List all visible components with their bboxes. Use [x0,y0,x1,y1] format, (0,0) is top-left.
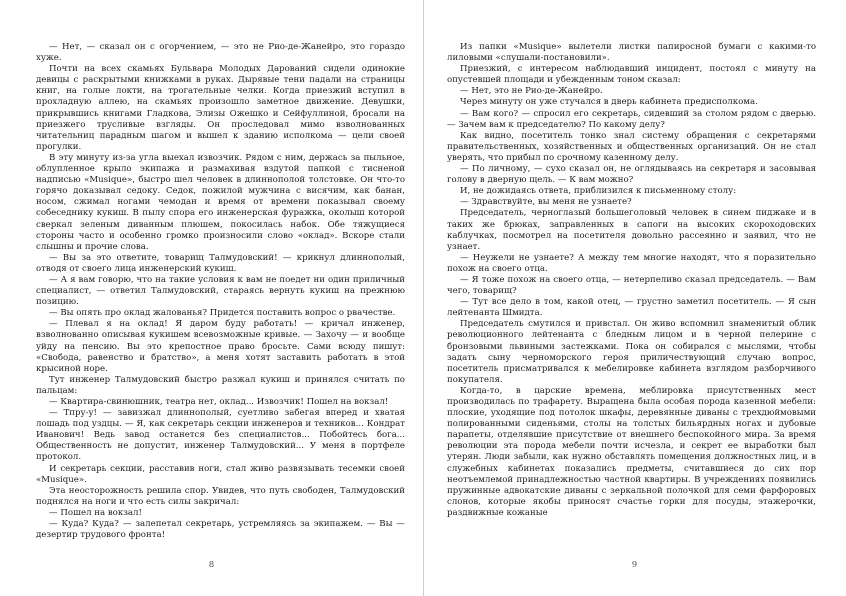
paragraph: — Нет, — сказал он с огорчением, — это не Рио-де-Жанейро, это гораздо хуже. [36,42,405,64]
paragraph: — Вы за это ответите, товарищ Талмудовский! — крикнул длиннополый, отводя от своего лица инженерский кукиш. [36,252,405,274]
paragraph: Из папки «Musique» вылетели листки папиросной бумаги с какими-то лиловыми «слушали-постановили». [447,42,816,64]
paragraph: — Неужели не узнаете? А между тем многие находят, что я поразительно похож на своего отца. [447,252,816,274]
paragraph: Через минуту он уже стучался в дверь кабинета предисполкома. [460,97,758,108]
paragraph: — А я вам говорю, что на такие условия к вам не поедет ни один приличный специалист, — ответил Талмудовский, стараясь вернуть кукиш на прежнюю позицию. [36,274,405,308]
paragraph: Председатель, черноглазый большеголовый человек в синем пиджаке и в таких же брюках, заправленных в сапоги на высоких скороходовских каблучках, посмотрел на посетителя довольно рассеянно и заявил, что не узнает. [447,208,816,252]
paragraph: И, не дожидаясь ответа, приблизился к письменному столу: [460,186,737,197]
right-page-text [447,42,816,519]
paragraph: Тут инженер Талмудовский быстро разжал кукиш и принялся считать по пальцам: [36,374,405,396]
left-page-text [36,42,405,541]
paragraph: Как видно, посетитель тонко знал систему обращения с секретарями правительственных, хозяйственных и общественных организаций. Он не стал уверять, что прибыл по срочному казенному делу. [447,130,816,163]
paragraph: — Здравствуйте, вы меня не узнаете? [460,197,632,208]
paragraph: — Тпру-у! — завизжал длиннополый, суетливо забегая вперед и хватая лошадь под уздцы. — Я, как секретарь секции инженеров и техников... Кондрат Иванович! Ведь завод останется без специалистов... Побойтесь бога... Общественность не допустит, инженер Талмудовский... У меня в портфеле протокол. [36,408,405,463]
paragraph: И секретарь секции, расставив ноги, стал живо развязывать тесемки своей «Musique». [36,463,405,485]
paragraph: — Плевал я на оклад! Я даром буду работать! — кричал инженер, взволнованно описывая кукишем всевозможные кривые. — Захочу — и вообще уйду на пенсию. Вы это крепостное право бросьте. Сами всюду пишут: «Свобода, равенство и братство», а меня хотят заставить работать в этой крысиной норе. [36,319,405,374]
paragraph: Почти на всех скамьях Бульвара Молодых Дарований сидели одинокие девицы с раскрытыми книжками в руках. Дырявые тени падали на страницы книг, на голые локти, на трогательные челки. Когда приезжий вступил в прохладную аллею, на скамьях произошло заметное движение. Девушки, прикрывшись книгами Гладкова, Элизы Ожешко и Сейфуллиной, бросали на приезжего трусливые взгляды. Он проследовал мимо взволнованных читательниц парадным шагом и вышел к зданию исполкома — цели своей прогулки. [36,64,405,152]
paragraph: — Я тоже похож на своего отца, — нетерпеливо сказал председатель. — Вам чего, товарищ? [447,274,816,297]
paragraph: — Вам кого? — спросил его секретарь, сидевший за столом рядом с дверью. — Зачем вам к председателю? По какому делу? [447,108,816,130]
paragraph: — Тут все дело в том, какой отец, — грустно заметил посетитель. — Я сын лейтенанта Шмидта. [447,297,816,319]
paragraph: — Вы опять про оклад жалованья? Придется поставить вопрос о рвачестве. [49,308,396,319]
paragraph: Эта неосторожность решила спор. Увидев, что путь свободен, Талмудовский поднялся на ноги и что есть силы закричал: [36,485,405,507]
paragraph: — Пошел на вокзал! [49,507,142,518]
page-number: 8 [208,560,215,570]
paragraph: — Квартира-свинюшник, театра нет, оклад... Извозчик! Пошел на вокзал! [49,397,389,407]
page-number: 9 [631,560,638,570]
paragraph: — Куда? Куда? — залепетал секретарь, устремляясь за экипажем. — Вы — дезертир трудового фронта! [36,519,405,541]
paragraph: В эту минуту из-за угла выехал извозчик. Рядом с ним, держась за пыльное, облупленное крыло экипажа и размахивая вздутой папкой с тисненой надписью «Musique», быстро шел человек в длиннополой толстовке. Он что-то горячо доказывал седоку. Седок, пожилой мужчина с висячим, как банан, носом, сжимал ногами чемодан и время от времени показывал своему собеседнику кукиш. В пылу спора его инженерская фуражка, околыш которой сверкал зеленым диванным плюшем, покосилась набок. Обе тяжущиеся стороны часто и особенно громко произносили слово «оклад». Вскоре стали слышны и прочие слова. [36,152,405,252]
paragraph: — Нет, это не Рио-де-Жанейро. [460,86,603,97]
paragraph: Когда-то, в царские времена, меблировка присутственных мест производилась по трафарету. Выращена была особая порода казенной мебели: плоские, уходящие под потолок шкафы, деревянные диваны с трехдюймовыми полированными сиденьями, столы на толстых бильярдных ногах и дубовые парапеты, отделявшие присутствие от внешнего беспокойного мира. За время революции эта порода мебели почти исчезла, и секрет ее выработки был утерян. Люди забыли, как нужно обставлять помещения должностных лиц, и в служебных кабинетах показались предметы, считавшиеся до сих пор неотъемлемой принадлежностью частной квартиры. В учреждениях появились пружинные адвокатские диваны с зеркальной полочкой для семи фарфоровых слонов, которые якобы приносят счастье горки для посуды, этажерочки, раздвижные кожаные [447,385,816,518]
paragraph: Председатель смутился и привстал. Он живо вспомнил знаменитый облик революционного лейтенанта с бледным лицом и в черной пелерине с бронзовыми львиными застежками. Пока он собирался с мыслями, чтобы задать сыну черноморского героя приличествующий случаю вопрос, посетитель присматривался к мебелировке кабинета взглядом разборчивого покупателя. [447,319,816,385]
paragraph: — По личному, — сухо сказал он, не оглядываясь на секретаря и засовывая голову в дверную щель. — К вам можно? [447,164,816,186]
right-page [423,0,846,596]
paragraph: Приезжий, с интересом наблюдавший инцидент, постоял с минуту на опустевшей площади и убежденным тоном сказал: [447,64,816,86]
